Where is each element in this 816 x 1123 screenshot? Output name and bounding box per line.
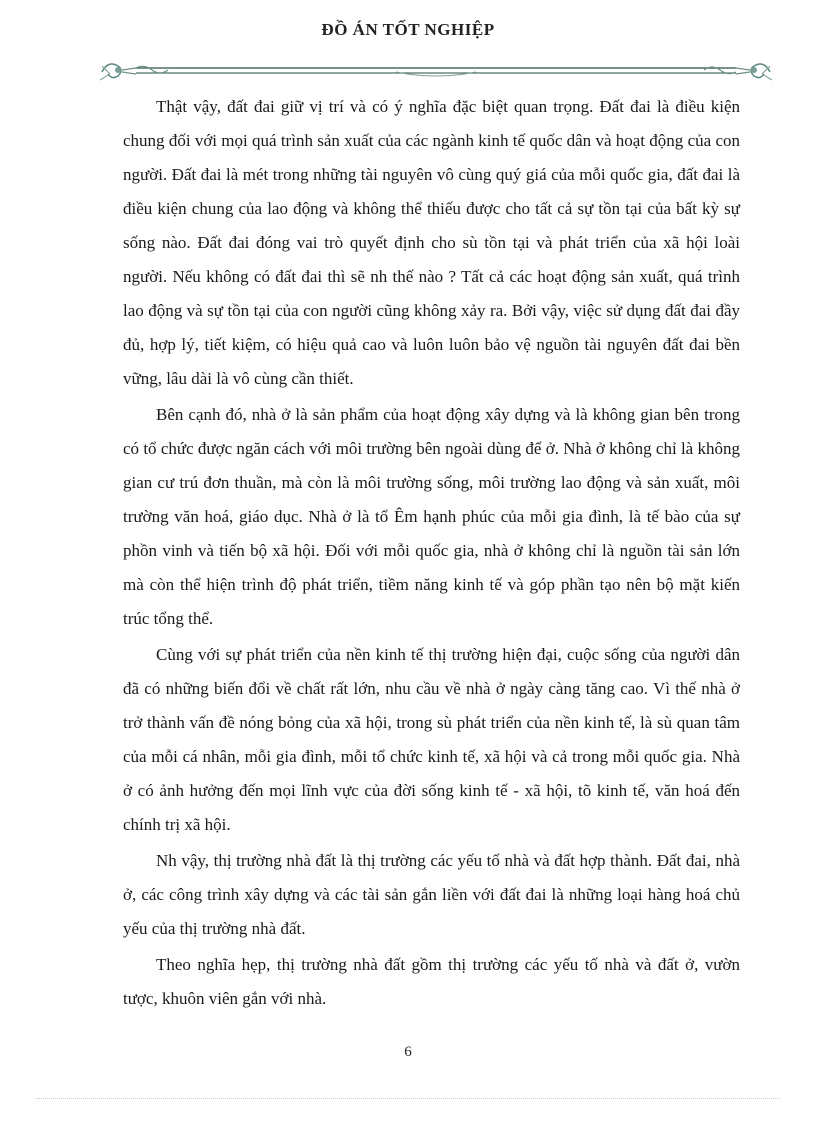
page-number: 6 [404,1044,412,1060]
paragraph-2: Bên cạnh đó, nhà ở là sản phẩm của hoạt động xây dựng và là không gian bên trong có tổ chức được ngăn cách với môi trường bên ngoài dùng để ở. Nhà ở không chỉ là không gian cư trú đơn thuần, mà còn là môi trường sống, môi trường lao động và sản xuất, môi trường văn hoá, giáo dục. Nhà ở là tổ Êm hạnh phúc của mỗi gia đình, là tế bào của sự phồn vinh và tiến bộ xã hội. Đối với mỗi quốc gia, nhà ở không chỉ là nguồn tài sản lớn mà còn thể hiện trình độ phát triển, tiềm năng kinh tế và góp phần tạo nên bộ mặt kiến trúc tổng thể. [123,405,740,628]
header-title: ĐỒ ÁN TỐT NGHIỆP [321,20,495,39]
header-ornament [96,50,776,90]
ornament-left-flourish [100,64,136,80]
ornament-rule [136,66,736,76]
footer-rule [36,1098,780,1099]
ornament-right-flourish [736,64,772,80]
body-text [123,90,740,1018]
paragraph-1: Thật vậy, đất đai giữ vị trí và có ý nghĩa đặc biệt quan trọng. Đất đai là điều kiện chung đối với mọi quá trình sản xuất của các ngành kinh tế quốc dân và hoạt động của con người. Đất đai là mét trong những tài nguyên vô cùng quý giá của mỗi quốc gia, đất đai là điều kiện chung của lao động và không thể thiếu được cho tất cả sự tồn tại của bất kỳ sự sống nào. Đất đai đóng vai trò quyết định cho sù tồn tại và phát triển của xã hội loài người. Nếu không có đất đai thì sẽ nh thế nào ? Tất cả các hoạt động sản xuất, quá trình lao động và sự tồn tại của con người cũng không xảy ra. Bởi vậy, việc sử dụng đất đai đầy đủ, hợp lý, tiết kiệm, có hiệu quả cao và luôn luôn bảo vệ nguồn tài nguyên đất đai bền vững, lâu dài là vô cùng cần thiết. [123,97,740,388]
paragraph-5: Theo nghĩa hẹp, thị trường nhà đất gồm thị trường các yếu tố nhà và đất ở, vườn tược, khuôn viên gắn với nhà. [123,955,740,1008]
paragraph-4: Nh vậy, thị trường nhà đất là thị trường các yếu tố nhà và đất hợp thành. Đất đai, nhà ở, các công trình xây dựng và các tài sản gắn liền với đất đai là những loại hàng hoá chủ yếu của thị trường nhà đất. [123,851,740,938]
paragraph-3: Cùng với sự phát triển của nền kinh tế thị trường hiện đại, cuộc sống của người dân đã có những biến đổi về chất rất lớn, nhu cầu về nhà ở ngày càng tăng cao. Vì thế nhà ở trở thành vấn đề nóng bỏng của xã hội, trong sù phát triển của nền kinh tế, là sù quan tâm của mỗi cá nhân, mỗi gia đình, mỗi tổ chức kinh tế, xã hội và cả trong mỗi quốc gia. Nhà ở có ảnh hưởng đến mọi lĩnh vực của đời sống kinh tế - xã hội, tõ kinh tế, văn hoá đến chính trị xã hội. [123,645,740,834]
